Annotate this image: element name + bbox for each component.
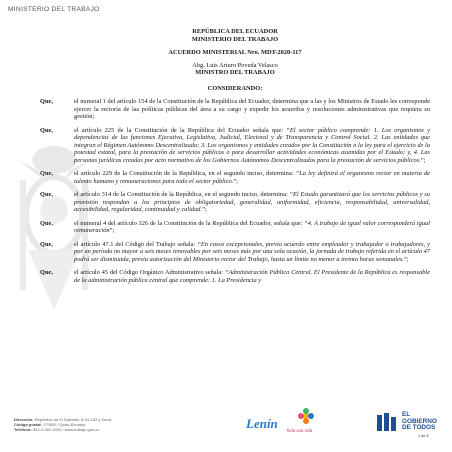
clause-3 bbox=[40, 170, 430, 185]
que-label: Que, bbox=[40, 191, 53, 198]
clause-text: el artículo 45 del Código Orgánico Administrativo señala: “Administración Pública Central. El Presidente de la República es responsable de la administración pública central que comprende: 1. La Presidencia y bbox=[74, 269, 430, 284]
clause-6 bbox=[40, 241, 430, 264]
clause-text: el artículo 225 de la Constitución de la República del Ecuador señala que: “El sector público comprende: 1. Los organismos y dependencias de las funciones Ejecutiva, Legislativa, Judicial, Electoral y de Transparencia y Control Social. 2. Las entidades que integran el Régimen Autónomo Descentralizado; 3. Los organismos y entidades creados por la Constitución o la ley para el ejercicio de la potestad estatal, para la prestación de servicios públicos o para desarrollar actividades económicas asumidas por el Estado; y, 4. Las personas jurídicas creadas por acto normativo de los Gobiernos Autónomos Descentralizados para la prestación de servicios públicos.”; bbox=[74, 126, 430, 164]
clause-7 bbox=[40, 269, 430, 284]
clause-text: el numeral 4 del artículo 326 de la Constitución de la República del Ecuador, señala que: “4. A trabajo de igual valor corresponderá igual remuneración”; bbox=[74, 219, 430, 234]
republic-heading: REPÚBLICA DEL ECUADOR bbox=[192, 28, 278, 35]
decree-title: ACUERDO MINISTERIAL Nro. MDT-2020-117 bbox=[168, 49, 302, 56]
que-label: Que, bbox=[40, 269, 53, 276]
government-logo-icon bbox=[375, 411, 399, 435]
que-label: Que, bbox=[40, 219, 53, 227]
clause-text: el artículo 314 de la Constitución de la República, en el segundo inciso, determina: “El Estado garantizará que los servicios públicos y su provisión respondan a los principios de obligatoriedad, generalidad, uniformidad, eficiencia, responsabilidad, universalidad, accesibilidad, regularidad, continuidad y calidad.”; bbox=[74, 191, 430, 213]
campaign-logo: Lenín bbox=[246, 416, 278, 431]
flower-icon bbox=[290, 408, 322, 428]
government-logo-text: EL GOBIERNO DE TODOS bbox=[402, 411, 437, 432]
document-body bbox=[40, 28, 430, 284]
que-label: Que, bbox=[40, 98, 53, 105]
que-label: Que, bbox=[40, 240, 53, 248]
que-label: Que, bbox=[40, 170, 53, 177]
clause-1 bbox=[40, 98, 430, 121]
footer-contact-info: Dirección: República de El Salvador N 34-183 y Suiza. Código postal: 170505 / Quito-Ecuador Teléfono: 593-2-381-4000 / www.trabajo.gob.ec bbox=[14, 417, 113, 432]
considering-heading: CONSIDERANDO: bbox=[207, 84, 263, 92]
ministry-logo: MINISTERIO DEL TRABAJO bbox=[8, 6, 100, 13]
author-name: Abg. Luis Arturo Poveda Velasco bbox=[192, 61, 278, 69]
campaign-slogan: Toda una vida bbox=[286, 428, 313, 433]
clause-5 bbox=[40, 220, 430, 235]
ministry-heading: MINISTERIO DEL TRABAJO bbox=[191, 35, 279, 43]
clause-4 bbox=[40, 191, 430, 214]
page-header bbox=[0, 0, 452, 22]
clause-text: el numeral 1 del artículo 154 de la Constitución de la República del Ecuador, determina que a las y los Ministros de Estado les corresponde ejercer la rectoría de las políticas públicas del área a su cargo y expedir los acuerdos y resoluciones administrativas que requiera su gestión; bbox=[74, 98, 430, 120]
clause-text: el artículo 47.1 del Código del Trabajo señala: “En casos excepcionales, previo acuerdo entre empleador y trabajador o trabajadores, y por un período no mayor a seis meses renovables por seis meses más por una sola ocasión, la jornada de trabajo referida en el artículo 47 podrá ser disminuida, previa autorización del Ministerio rector del Trabajo, hasta un límite no menor a treinta horas semanales.”; bbox=[74, 240, 430, 263]
author-role: MINISTRO DEL TRABAJO bbox=[195, 69, 275, 76]
page-footer bbox=[0, 408, 452, 452]
clause-text: el artículo 229 de la Constitución de la República, en el segundo inciso, determina: “La ley definirá el organismo rector en materia de talento humano y remuneraciones para todo el sector público.”; bbox=[74, 170, 430, 185]
clause-2 bbox=[40, 127, 430, 165]
page-number: 1 de 8 bbox=[418, 434, 429, 438]
que-label: Que, bbox=[40, 126, 53, 134]
